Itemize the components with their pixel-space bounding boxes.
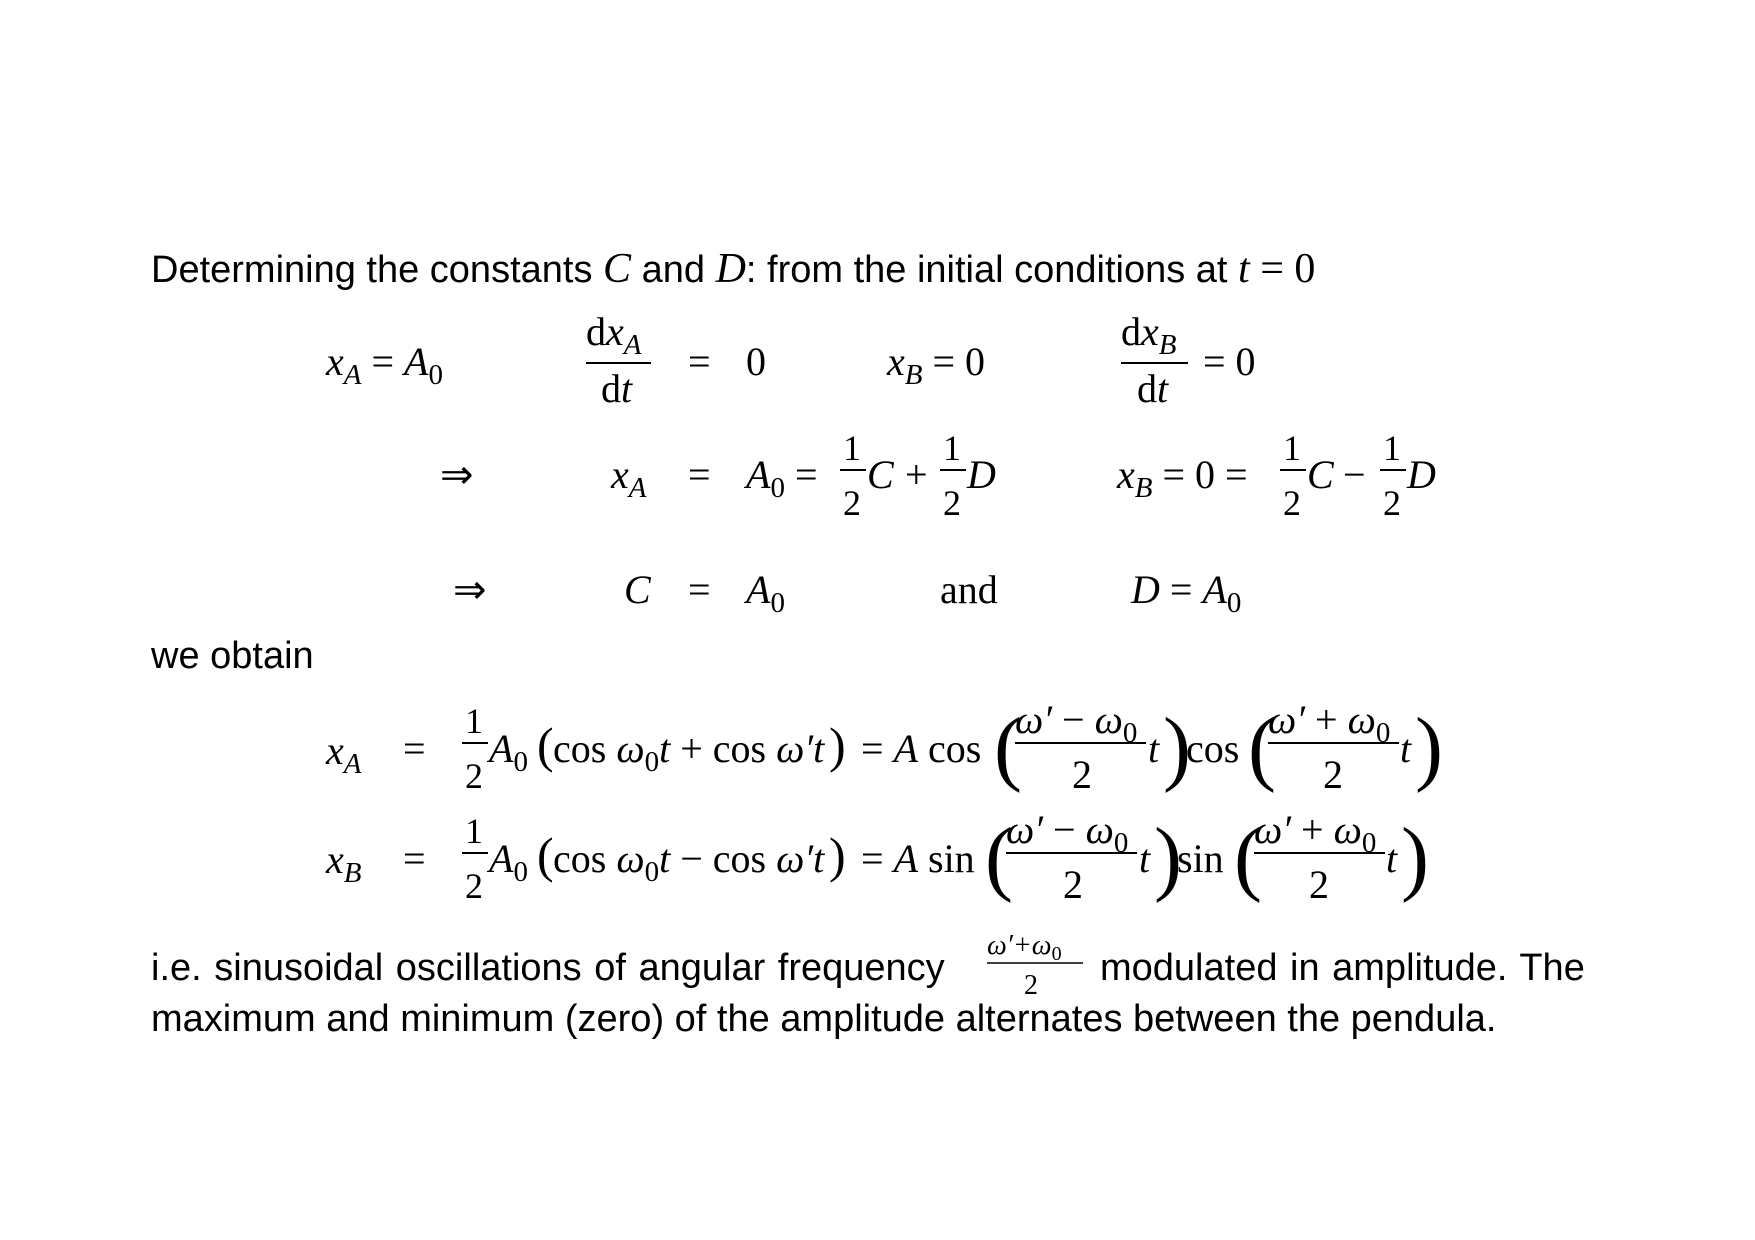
svg-text:t: t (1148, 726, 1160, 771)
svg-text:1: 1 (1383, 428, 1401, 468)
svg-text:2: 2 (1072, 752, 1092, 797)
svg-text:2: 2 (943, 483, 961, 523)
conclusion-line-2: maximum and minimum (zero) of the amplitude alternates between the pendula. (151, 998, 1497, 1040)
initial-conditions-row (325, 309, 1256, 411)
svg-text:1: 1 (465, 811, 483, 851)
svg-text:(: ( (985, 811, 1013, 904)
inline-frequency-fraction (987, 930, 1083, 1001)
svg-text:2: 2 (465, 756, 483, 796)
svg-text:⇒: ⇒ (440, 452, 474, 497)
intro-text-1: Determining the constants (151, 249, 604, 291)
svg-text:ω′ + ω0: $\omega' + \omega_0$ (1254, 807, 1377, 859)
svg-text:2: 2 (1283, 483, 1301, 523)
svg-text:2: 2 (1309, 862, 1329, 907)
svg-text:and: and (940, 567, 998, 612)
svg-text:1: 1 (465, 701, 483, 741)
svg-text:): ) (1401, 811, 1429, 904)
svg-text:ω′ + ω0: $\omega' + \omega_0$ (1268, 697, 1391, 749)
svg-text:2: 2 (465, 866, 483, 906)
svg-text:=: = (403, 836, 426, 881)
svg-text:2: 2 (1383, 483, 1401, 523)
svg-text:xA: $x_A$ (611, 452, 647, 504)
svg-text:): ) (1415, 701, 1443, 794)
svg-text:t: t (1400, 726, 1412, 771)
svg-text:cos: cos (1186, 726, 1240, 771)
svg-text:): ) (829, 827, 846, 883)
intro-condition: t = 0 (1238, 246, 1316, 292)
svg-text:A0 =: $A_0$ = (746, 452, 818, 504)
svg-text:= A sin: = A sin (861, 836, 975, 881)
svg-text:xB = 0: $x_B = 0$ (887, 339, 986, 391)
svg-text:0: 0 (746, 339, 766, 384)
svg-text:): ) (1163, 701, 1191, 794)
svg-text:dt: dt (1137, 366, 1169, 411)
svg-text:=: = (403, 726, 426, 771)
svg-text:cos ω0t + cos ω′t: $\cos \omega_0t + \cos \omega't$ (553, 726, 825, 778)
svg-text:C: C (1307, 452, 1334, 497)
svg-text:(: ( (1248, 701, 1276, 794)
svg-text:ω′ − ω0: $\omega' - \omega_0$ (1006, 807, 1129, 859)
svg-text:2: 2 (843, 483, 861, 523)
svg-text:): ) (829, 717, 846, 773)
svg-text:= A cos: = A cos (861, 726, 982, 771)
svg-text:=: = (688, 339, 711, 384)
svg-text:dxB: $dx_B$ (1121, 309, 1177, 361)
frac-denominator: 2 (1024, 970, 1038, 1001)
svg-text:−: − (1343, 452, 1366, 497)
svg-text:2: 2 (1063, 862, 1083, 907)
svg-text:D: D (1407, 452, 1436, 497)
svg-text:=: = (688, 452, 711, 497)
conclusion-line-1b: modulated in amplitude. The (1100, 947, 1585, 989)
svg-text:C: C (624, 567, 651, 612)
svg-text:t: t (1386, 836, 1398, 881)
svg-text:A0: $A_0$ (489, 836, 528, 888)
svg-text:=: = (688, 567, 711, 612)
svg-text:+: + (905, 452, 928, 497)
svg-text:= 0: = 0 (1203, 339, 1256, 384)
solution-xB (325, 807, 1429, 907)
svg-text:1: 1 (1283, 428, 1301, 468)
svg-text:1: 1 (943, 428, 961, 468)
we-obtain-text: we obtain (151, 635, 314, 677)
solution-xA (325, 697, 1443, 797)
svg-text:A0: $A_0$ (489, 726, 528, 778)
svg-text:D = A0: $D = A_0$ (1131, 567, 1242, 619)
svg-text:sin: sin (1177, 836, 1224, 881)
svg-text:dt: dt (601, 366, 633, 411)
svg-text:t: t (1139, 836, 1151, 881)
step1-row (440, 428, 1436, 523)
svg-text:2: 2 (1323, 752, 1343, 797)
dxA-num: $dx_A$ (586, 309, 642, 361)
svg-text:xA: $x_A$ (326, 728, 362, 780)
svg-text:C: C (867, 452, 894, 497)
svg-text:cos ω0t − cos ω′t: $\cos \omega_0t - \cos \omega't$ (553, 836, 825, 888)
svg-text:(: ( (537, 717, 554, 773)
svg-text:(: ( (1234, 811, 1262, 904)
svg-text:): ) (1154, 811, 1182, 904)
step2-row (453, 567, 1241, 619)
svg-text:A0: $A_0$ (746, 567, 785, 619)
svg-text:(: ( (537, 827, 554, 883)
intro-D: D (715, 246, 746, 292)
conclusion-line-1a: i.e. sinusoidal oscillations of angular frequency (151, 947, 945, 989)
svg-text:xB = 0 =: $x_B = 0$ = (1117, 452, 1248, 504)
svg-text:xA = A0: $x_A = A_0$ (326, 339, 443, 391)
intro-C: C (603, 246, 632, 292)
frac-numerator: $\omega'+\omega_0$ (987, 930, 1062, 965)
svg-text:(: ( (994, 701, 1022, 794)
svg-text:ω′ − ω0: $\omega' - \omega_0$ (1015, 697, 1138, 749)
svg-text:1: 1 (843, 428, 861, 468)
svg-text:xB: $x_B$ (326, 837, 362, 889)
svg-text:⇒: ⇒ (453, 567, 487, 612)
svg-text:D: D (967, 452, 996, 497)
intro-text-3: : from the initial conditions at (745, 249, 1239, 291)
intro-text-2: and (631, 249, 716, 291)
